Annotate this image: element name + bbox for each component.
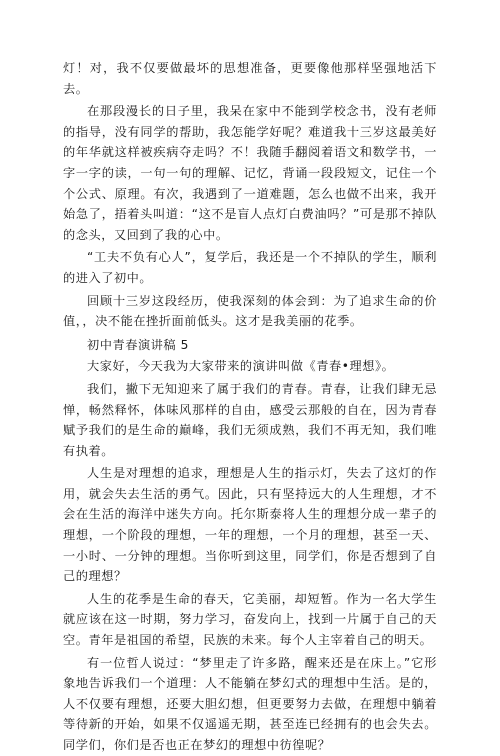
paragraph-youth: 我们，撇下无知迎来了属于我们的青春。青春，让我们肆无忌惮，畅然释怀，体味风那样的自由，感受云那般的自在，因为青春赋予我们的是生命的巅峰，我们无须成熟，我们不再无知，我们唯有执着。 [63,381,437,458]
paragraph-greeting: 大家好，今天我为大家带来的演讲叫做《青春•理想》。 [87,359,395,374]
section-heading: 初中青春演讲稿 5 [87,337,189,352]
paragraph-reflection: 回顾十三岁这段经历，使我深刻的体会到：为了追求生命的价值，，决不能在挫折面前低头。这才是我美丽的花季。 [63,293,437,329]
paragraph-ideals: 人生是对理想的追求，理想是人生的指示灯，失去了这灯的作用，就会失去生活的勇气。因此，只有坚持远大的人生理想，才不会在生活的海洋中迷失方向。托尔斯泰将人生的理想分成一辈子的理想，一个阶段的理想，一年的理想，一个月的理想，甚至一天、一小时、一分钟的理想。当你听到这里，同学们，你是否想到了自己的理想？ [63,466,437,584]
paragraph-flower-season: 人生的花季是生命的春天，它美丽，却短暂。作为一名大学生就应该在这一时期，努力学习，奋发向上，找到一片属于自己的天空。青年是祖国的希望，民族的未来。每个人主宰着自己的明天。 [63,591,437,648]
paragraph-illness-study: 在那段漫长的日子里，我呆在家中不能到学校念书，没有老师的指导，没有同学的帮助，我怎能学好呢？难道我十三岁这最美好的年华就这样被疾病夺走吗？不！我随手翻阅着语文和数学书，一字一字的读，一句一句的理解、记忆，背诵一段段短文，记住一个个公式、原理。有次，我遇到了一道难题，怎么也做不出来，我开始急了，捂着头叫道：“这不是盲人点灯白费油吗？”可是那不掉队的念头，又回到了我的心中。 [63,104,437,242]
paragraph-continuation: 灯！对，我不仅要做最坏的思想准备，更要像他那样坚强地活下去。 [63,61,437,96]
paragraph-back-to-school: “工夫不负有心人”，复学后，我还是一个不掉队的学生，顺利的进入了初中。 [63,250,437,285]
paragraph-philosopher: 有一位哲人说过：“梦里走了许多路，醒来还是在床上。”它形象地告诉我们一个道理：人不能躺在梦幻式的理想中生活。是的，人不仅要有理想，还要大胆幻想，但更要努力去做，在理想中躺着等待新的开始，如果不仅遥遥无期，甚至连已经拥有的也会失去。同学们，你们是否也正在梦幻的理想中彷徨呢？ [63,655,437,752]
